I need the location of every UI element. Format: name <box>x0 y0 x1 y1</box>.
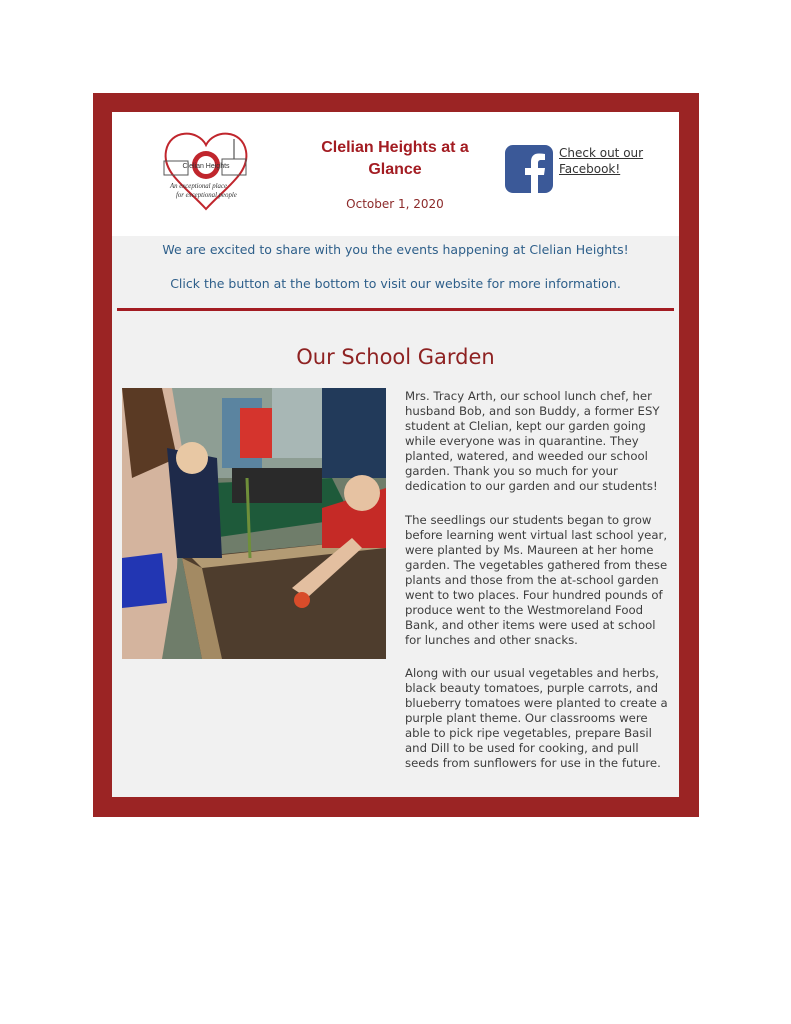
p2-line: plants and those from the at-school garden <box>405 573 659 587</box>
logo-tagline-2: for exceptional people <box>176 192 237 199</box>
p2-line: garden. The vegetables gathered from these <box>405 558 668 572</box>
p1-line: husband Bob, and son Buddy, a former ESY <box>405 404 660 418</box>
p3-line: blueberry tomatoes were planted to create a <box>405 696 668 710</box>
p2-line: before learning went virtual last school year, <box>405 528 668 542</box>
p2-line: produce went to the Westmoreland Food <box>405 603 644 617</box>
p1-line: garden. Thank you so much for your <box>405 464 618 478</box>
clelian-heights-logo <box>158 125 254 213</box>
intro-line-1: We are excited to share with you the events happening at Clelian Heights! <box>162 242 629 257</box>
facebook-link-line-1[interactable]: Check out our <box>559 146 644 160</box>
p2-line: The seedlings our students began to grow <box>405 513 652 527</box>
p1-line: Mrs. Tracy Arth, our school lunch chef, her <box>405 389 652 403</box>
p1-line: planted, watered, and weeded our school <box>405 449 648 463</box>
p2-line: were planted by Ms. Maureen at her home <box>405 543 654 557</box>
p2-line: went to two places. Four hundred pounds of <box>405 588 663 602</box>
article-paragraph-2 <box>405 513 675 648</box>
p3-line: black beauty tomatoes, purple carrots, and <box>405 681 659 695</box>
p2-line: Bank, and other items were used at school <box>405 618 656 632</box>
title-line-1: Clelian Heights at a <box>321 139 469 156</box>
p3-line: seeds from sunflowers for use in the future. <box>405 756 661 770</box>
intro-line-2: Click the button at the bottom to visit our website for more information. <box>170 276 621 291</box>
p1-line: dedication to our garden and our students! <box>405 479 658 493</box>
p1-line: student at Clelian, kept our garden going <box>405 419 646 433</box>
section-divider <box>117 308 674 311</box>
p3-line: able to pick ripe vegetables, prepare Basil <box>405 726 652 740</box>
garden-photo <box>122 388 386 659</box>
p3-line: purple plant theme. Our classrooms were <box>405 711 648 725</box>
facebook-link[interactable] <box>559 145 659 177</box>
article-paragraph-3 <box>405 666 675 771</box>
p2-line: for lunches and other snacks. <box>405 633 578 647</box>
article-title: Our School Garden <box>296 345 495 369</box>
p1-line: while everyone was in quarantine. They <box>405 434 639 448</box>
facebook-link-line-2[interactable]: Facebook! <box>559 162 621 176</box>
logo-tagline-1: An exceptional place <box>170 183 227 190</box>
p3-line: and Dill to be used for cooking, and pull <box>405 741 639 755</box>
newsletter-title <box>300 137 490 181</box>
logo-name: Clelian Heights <box>182 163 230 170</box>
p3-line: Along with our usual vegetables and herbs, <box>405 666 660 680</box>
newsletter-date: October 1, 2020 <box>346 197 444 211</box>
article-paragraph-1 <box>405 389 675 494</box>
title-line-2: Glance <box>368 161 422 178</box>
facebook-icon[interactable] <box>505 145 553 193</box>
